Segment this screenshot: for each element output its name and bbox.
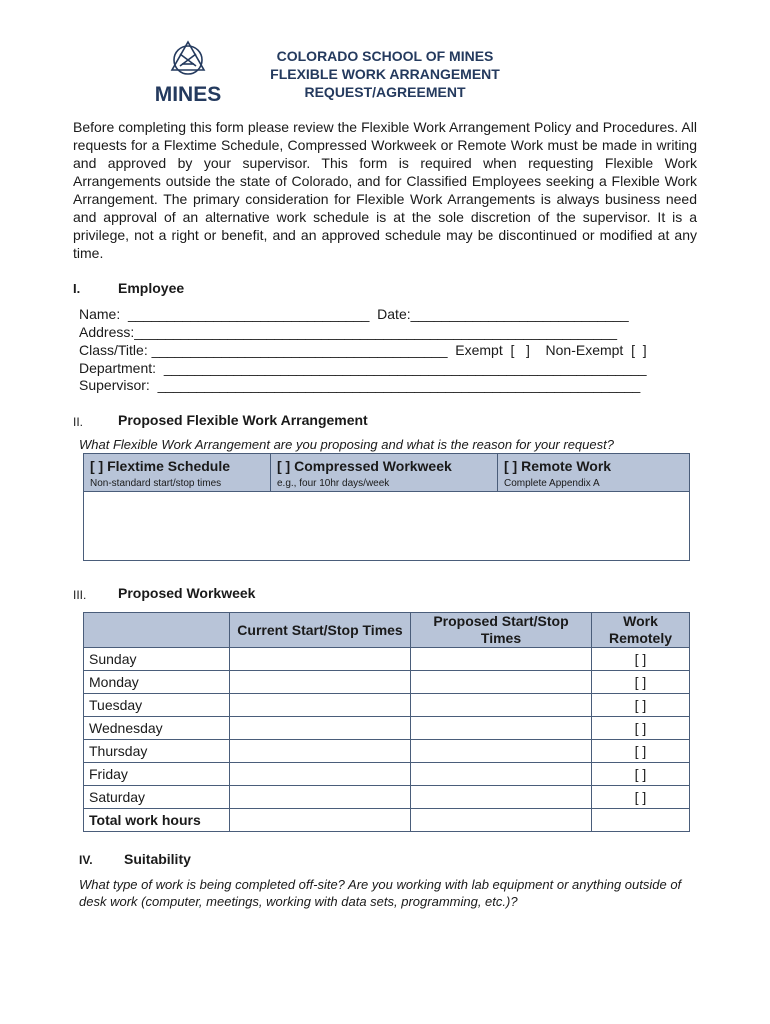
day-label: Sunday <box>84 648 230 671</box>
header-title-line2: FLEXIBLE WORK ARRANGEMENT <box>270 66 500 82</box>
table-row <box>84 648 690 671</box>
current-times-cell[interactable] <box>230 740 411 763</box>
mines-seal-icon <box>145 40 231 106</box>
logo-wordmark: MINES <box>154 83 222 106</box>
day-label: Friday <box>84 763 230 786</box>
total-hours-label: Total work hours <box>84 809 230 832</box>
table-row <box>84 763 690 786</box>
remote-checkbox[interactable]: [ ] <box>592 671 690 694</box>
current-times-cell[interactable] <box>230 786 411 809</box>
proposed-times-cell[interactable] <box>411 786 592 809</box>
remote-checkbox[interactable]: [ ] <box>592 740 690 763</box>
section3-title: Proposed Workweek <box>118 585 256 601</box>
remote-checkbox[interactable]: [ ] <box>592 648 690 671</box>
flextime-option[interactable]: [ ] Flextime Schedule Non-standard start/stop times <box>84 454 271 492</box>
current-times-cell[interactable] <box>230 717 411 740</box>
table-row <box>84 717 690 740</box>
section4-number: IV. <box>79 853 93 867</box>
day-label: Tuesday <box>84 694 230 717</box>
current-times-cell[interactable] <box>230 694 411 717</box>
section4-question: What type of work is being completed off-site? Are you working with lab equipment or anything outside of desk work (computer, meetings, working with data sets, programming, etc.)? <box>79 877 682 909</box>
day-label: Saturday <box>84 786 230 809</box>
mines-logo <box>145 40 231 106</box>
proposed-times-cell[interactable] <box>411 648 592 671</box>
header-title-line1: COLORADO SCHOOL OF MINES <box>276 48 494 64</box>
remote-work-option[interactable]: [ ] Remote Work Complete Appendix A <box>498 454 690 492</box>
header-blank <box>84 613 230 648</box>
table-row <box>84 694 690 717</box>
day-label: Thursday <box>84 740 230 763</box>
day-label: Monday <box>84 671 230 694</box>
header-title-line3: REQUEST/AGREEMENT <box>304 84 466 100</box>
header-work-remotely: Work Remotely <box>592 613 690 648</box>
current-times-cell[interactable] <box>230 648 411 671</box>
remote-checkbox[interactable]: [ ] <box>592 694 690 717</box>
remote-checkbox[interactable]: [ ] <box>592 786 690 809</box>
section1-number: I. <box>73 281 81 296</box>
intro-paragraph: Before completing this form please review the Flexible Work Arrangement Policy and Procedures. All requests for a Flextime Schedule, Compressed Workweek or Remote Work must be made in writing and approved by your supervisor. This form is required when requesting Flexible Work Arrangements outside the state of Colorado, and for Classified Employees seeking a Flexible Work Arrangement. The primary consideration for Flexible Work Arrangements is always business need and approval of an alternative work schedule is at the sole discretion of the supervisor. It is a privilege, not a right or benefit, and an approved schedule may be discontinued or modified at any time. <box>73 119 697 261</box>
arrangement-table <box>83 453 690 561</box>
arrangement-reason-input[interactable] <box>84 492 690 561</box>
name-date-field[interactable]: Name: _______________________________ Date:____________________________ <box>79 306 629 322</box>
supervisor-field[interactable]: Supervisor: ______________________________________________________________ <box>79 377 641 393</box>
header-proposed-times: Proposed Start/Stop Times <box>411 613 592 648</box>
proposed-times-cell[interactable] <box>411 717 592 740</box>
total-row <box>84 809 690 832</box>
section2-number: II. <box>73 415 84 429</box>
workweek-table <box>83 612 690 832</box>
proposed-times-cell[interactable] <box>411 740 592 763</box>
section1-title: Employee <box>118 280 185 296</box>
section3-number: III. <box>73 588 87 602</box>
proposed-total-cell[interactable] <box>411 809 592 832</box>
current-times-cell[interactable] <box>230 671 411 694</box>
current-times-cell[interactable] <box>230 763 411 786</box>
table-row <box>84 671 690 694</box>
class-title-field[interactable]: Class/Title: ______________________________________ Exempt [ ] Non-Exempt [ ] <box>79 342 647 358</box>
header-current-times: Current Start/Stop Times <box>230 613 411 648</box>
proposed-times-cell[interactable] <box>411 694 592 717</box>
proposed-times-cell[interactable] <box>411 763 592 786</box>
department-field[interactable]: Department: ______________________________________________________________ <box>79 360 647 376</box>
compressed-workweek-option[interactable]: [ ] Compressed Workweek e.g., four 10hr days/week <box>271 454 498 492</box>
remote-total-cell[interactable] <box>592 809 690 832</box>
table-row <box>84 740 690 763</box>
section2-title: Proposed Flexible Work Arrangement <box>118 412 368 428</box>
table-row <box>84 786 690 809</box>
remote-checkbox[interactable]: [ ] <box>592 717 690 740</box>
address-field[interactable]: Address:______________________________________________________________ <box>79 324 617 340</box>
section4-title: Suitability <box>124 851 191 867</box>
proposed-times-cell[interactable] <box>411 671 592 694</box>
day-label: Wednesday <box>84 717 230 740</box>
remote-checkbox[interactable]: [ ] <box>592 763 690 786</box>
current-total-cell[interactable] <box>230 809 411 832</box>
section2-question: What Flexible Work Arrangement are you proposing and what is the reason for your request? <box>79 437 614 452</box>
